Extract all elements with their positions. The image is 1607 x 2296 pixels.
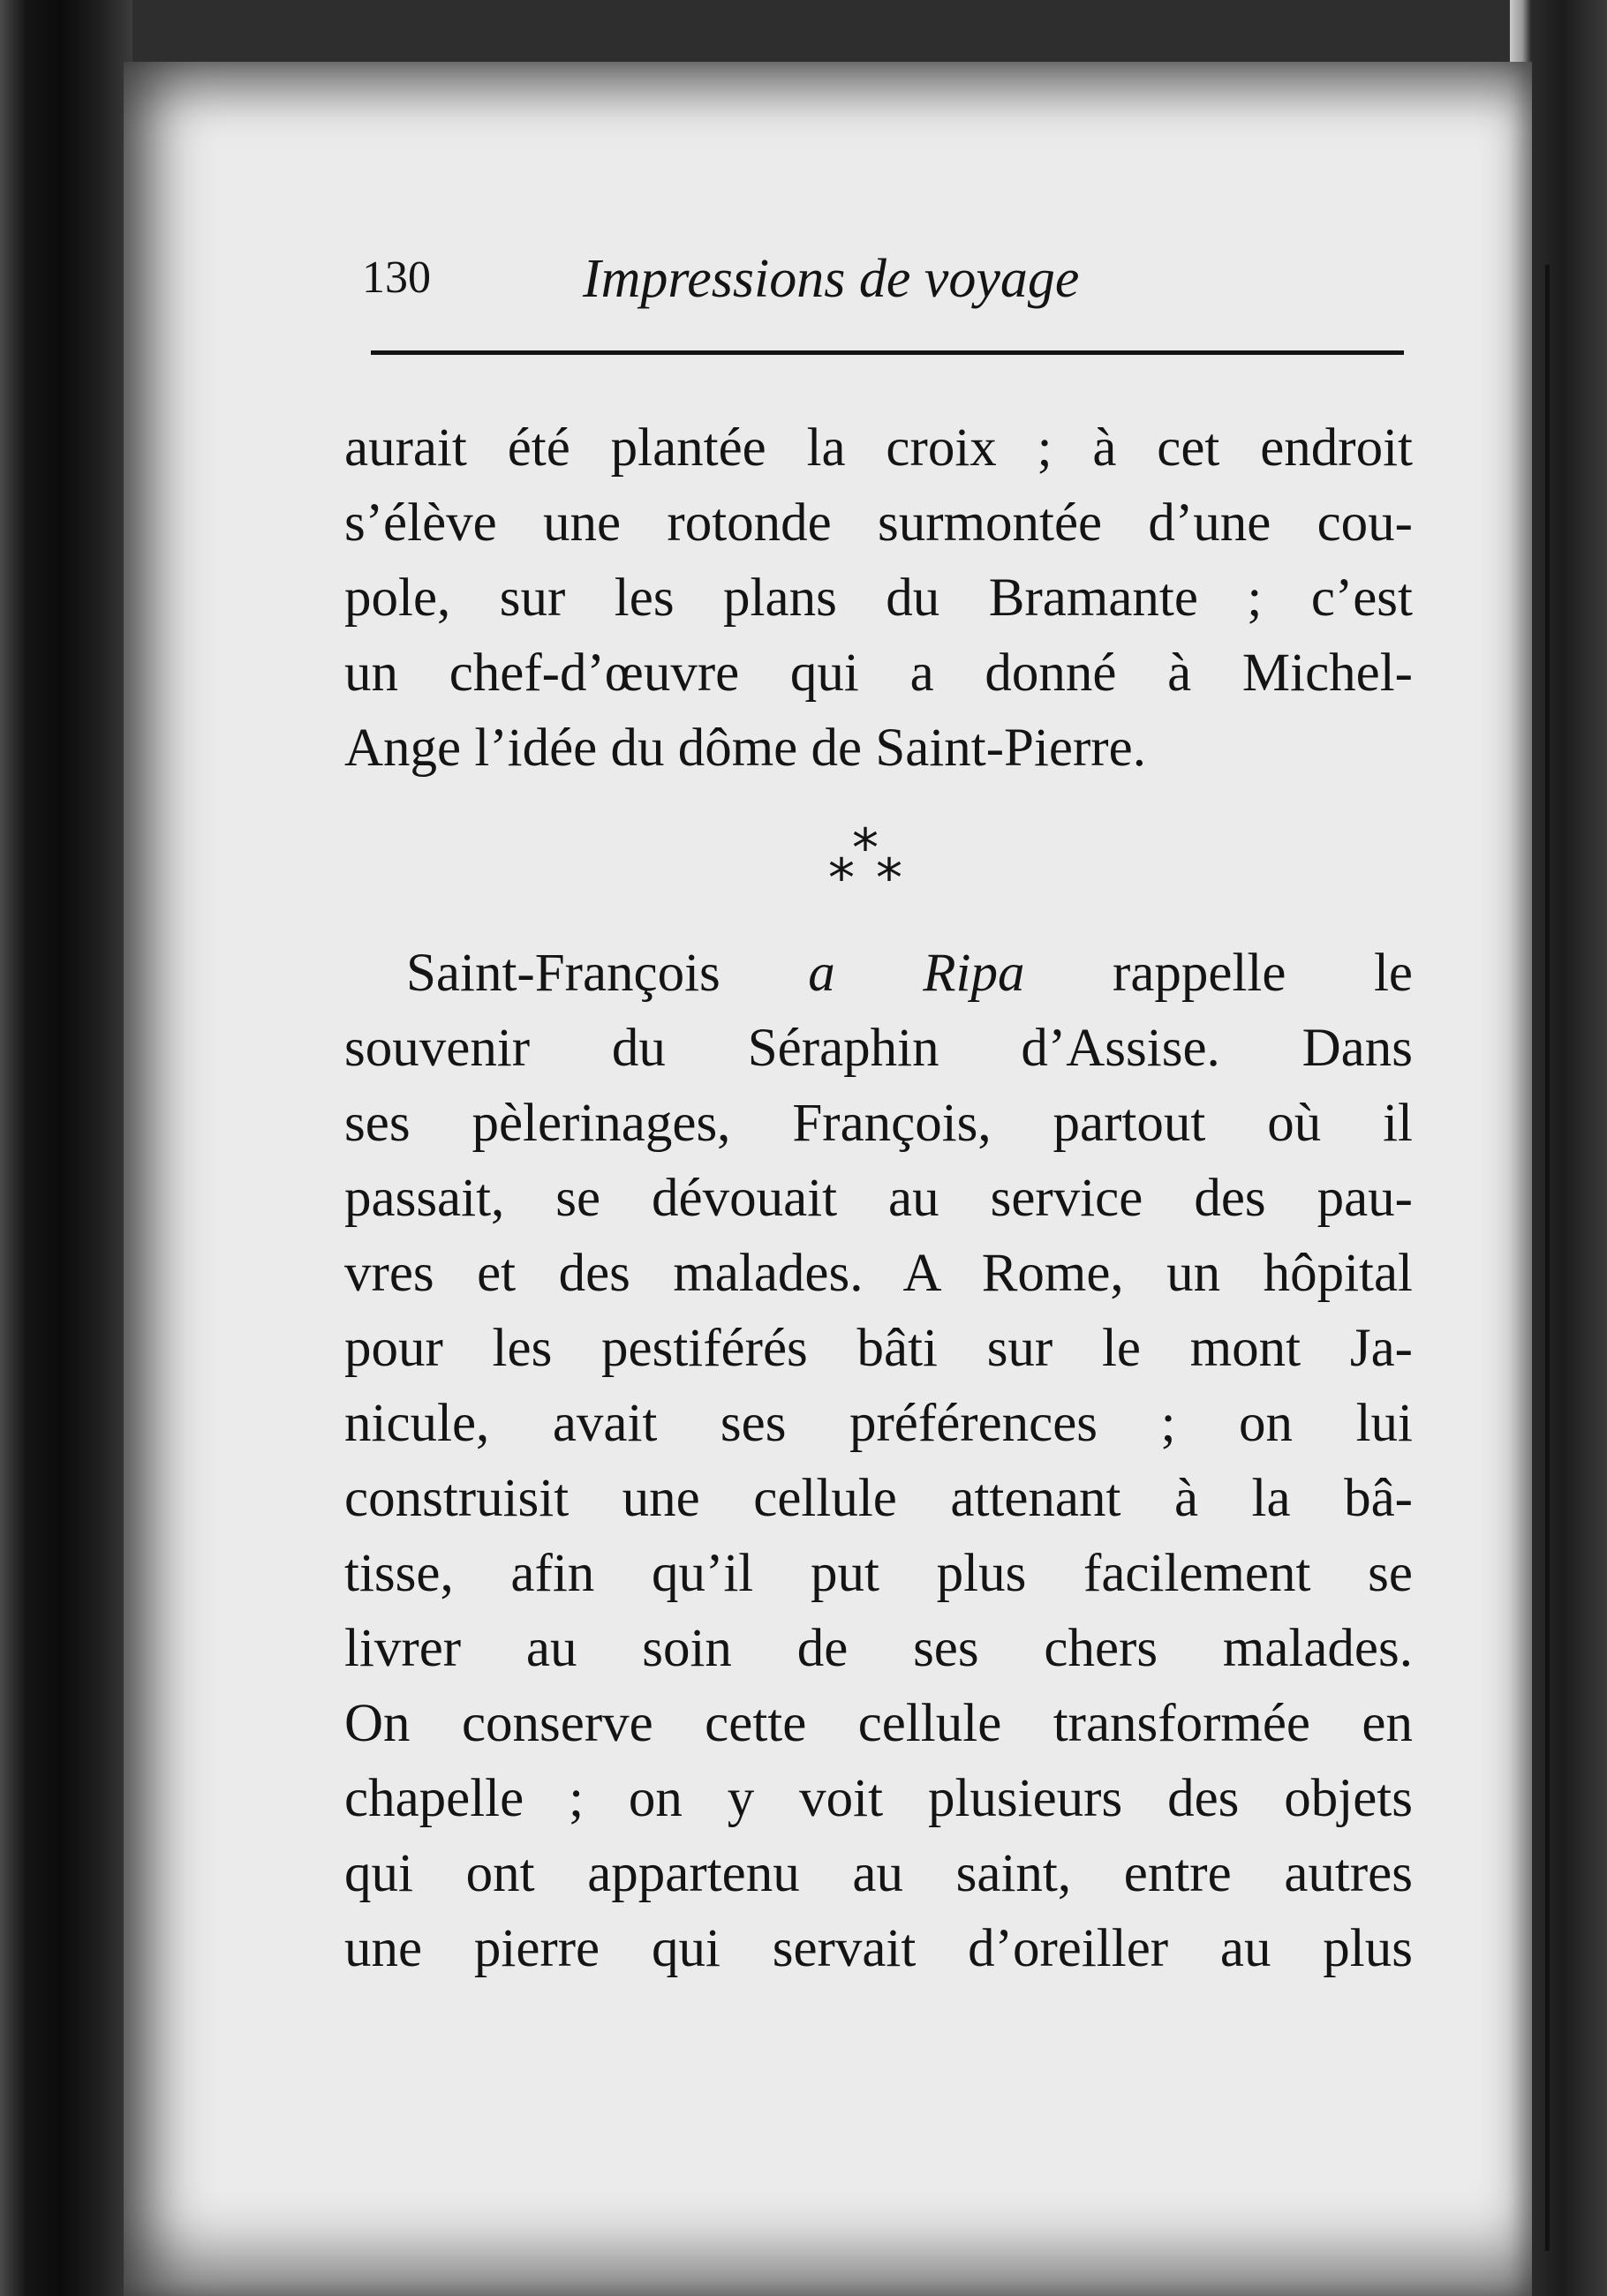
paragraph-1 (344, 410, 1413, 786)
text-line: une pierre qui servait d’oreiller au plus (344, 1919, 1413, 1978)
page-content (344, 234, 1413, 1978)
text-line: un chef-d’œuvre qui a donné à Michel- (344, 644, 1413, 703)
body-text (344, 410, 1413, 1986)
text-line: chapelle ; on y voit plusieurs des objets (344, 1769, 1413, 1828)
text-fragment: rappelle le (1024, 944, 1413, 1003)
text-fragment: Saint-François (406, 944, 809, 1003)
paragraph-2 (344, 936, 1413, 1986)
text-line: livrer au soin de ses chers malades. (344, 1619, 1413, 1678)
page-number: 130 (362, 252, 431, 303)
text-line: construisit une cellule attenant à la bâ- (344, 1469, 1413, 1528)
running-header (344, 234, 1404, 331)
text-line: qui ont appartenu au saint, entre autres (344, 1844, 1413, 1903)
text-line: pole, sur les plans du Bramante ; c’est (344, 568, 1413, 628)
running-title: Impressions de voyage (583, 249, 1080, 309)
text-line: vres et des malades. A Rome, un hôpital (344, 1244, 1413, 1303)
text-line: pour les pestiférés bâti sur le mont Ja- (344, 1319, 1413, 1378)
book-spine (0, 0, 132, 2296)
text-line: nicule, avait ses préférences ; on lui (344, 1394, 1413, 1453)
italic-place-name: a Ripa (808, 944, 1025, 1003)
section-asterism (344, 786, 1413, 936)
asterism-star: * (876, 847, 902, 909)
text-line: aurait été plantée la croix ; à cet endroit (344, 418, 1413, 478)
text-line: ses pèlerinages, François, partout où il (344, 1094, 1413, 1153)
header-rule (371, 350, 1404, 355)
text-line: tisse, afin qu’il put plus facilement se (344, 1544, 1413, 1603)
text-line: Ange l’idée du dôme de Saint-Pierre. (344, 719, 1146, 778)
asterism-star: * (828, 847, 855, 909)
text-line: On conserve cette cellule transformée en (344, 1694, 1413, 1753)
text-line: passait, se dévouait au service des pau- (344, 1169, 1413, 1228)
page-edge-line (1545, 265, 1550, 2251)
asterism-star: * (852, 817, 879, 879)
text-line: s’élève une rotonde surmontée d’une cou- (344, 493, 1413, 553)
text-line: souvenir du Séraphin d’Assise. Dans (344, 1019, 1413, 1078)
text-line-first (344, 936, 1413, 1011)
